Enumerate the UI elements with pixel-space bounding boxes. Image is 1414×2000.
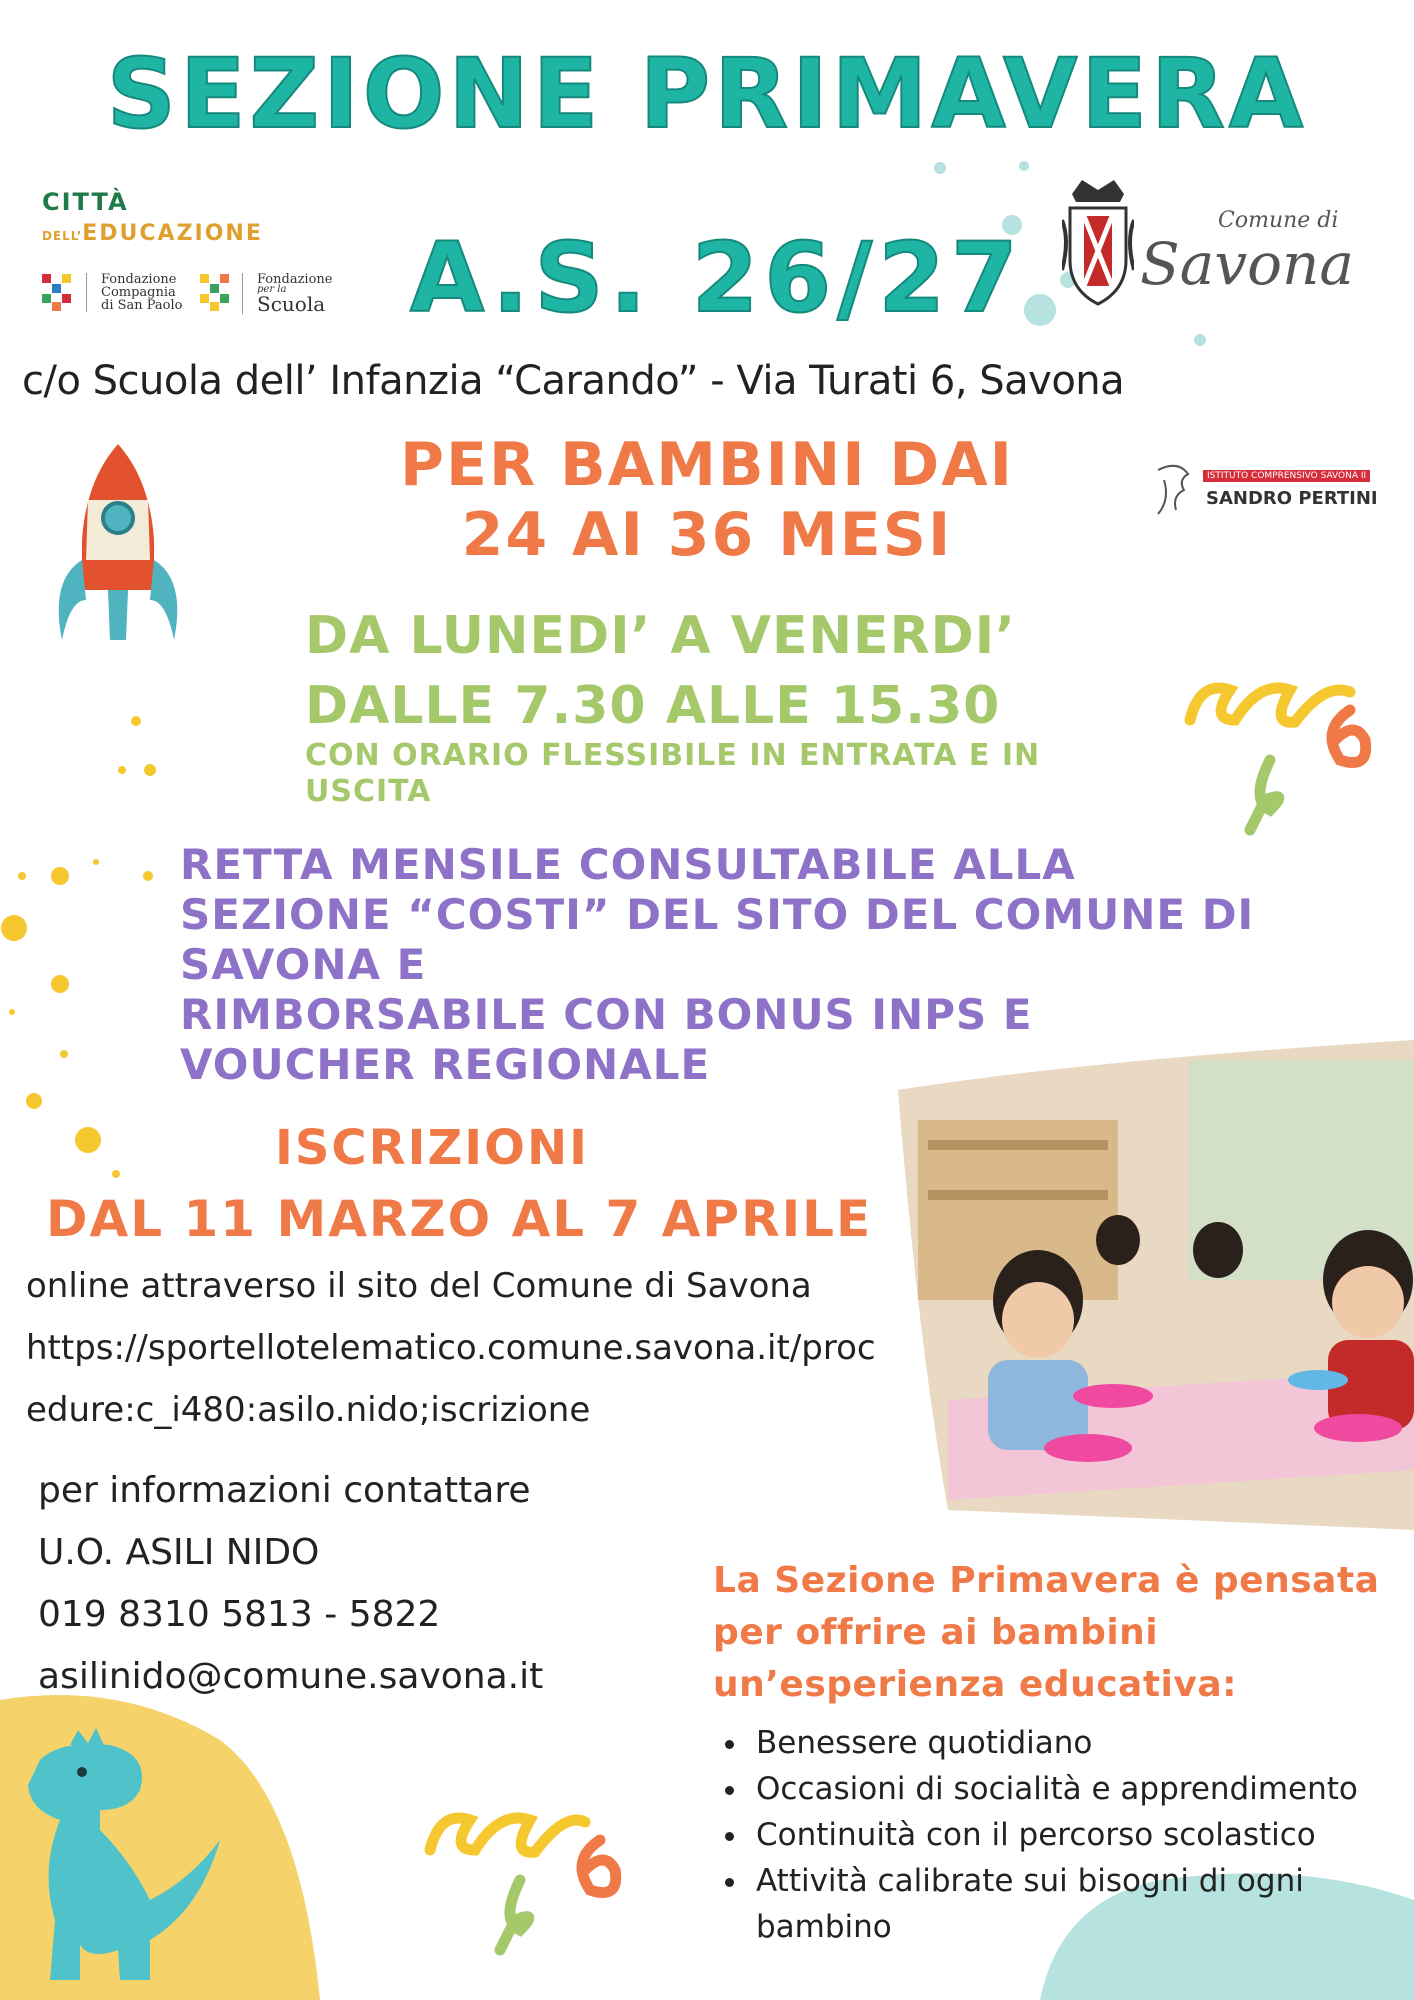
fee-line-2: SEZIONE “COSTI” DEL SITO DEL COMUNE DI bbox=[180, 890, 1255, 939]
enrollment-online bbox=[26, 1255, 886, 1441]
fondazione-compagnia-logo-mark bbox=[42, 274, 72, 312]
fond2-line-c: Scuola bbox=[257, 292, 326, 316]
squiggle bbox=[430, 1818, 585, 1852]
fee-line-4: RIMBORSABILE CON BONUS INPS E bbox=[180, 990, 1033, 1039]
fond1-line-b: Compagnia bbox=[101, 285, 176, 300]
squiggle bbox=[1190, 688, 1350, 722]
children-photo bbox=[888, 1040, 1414, 1530]
fondazione-scuola-logo bbox=[242, 273, 332, 314]
contact-office: U.O. ASILI NIDO bbox=[38, 1532, 320, 1573]
school-year: A.S. 26/27 bbox=[410, 222, 1024, 334]
bubble bbox=[1024, 294, 1056, 326]
fond2-line-a: Fondazione bbox=[257, 272, 333, 287]
fond2-line-b: per la bbox=[257, 284, 287, 295]
citta-educazione-logo bbox=[42, 186, 263, 252]
logo-dell: DELL’ bbox=[42, 229, 83, 243]
logo-line2: EDUCAZIONE bbox=[82, 221, 263, 246]
schedule-flex: CON ORARIO FLESSIBILE IN ENTRATA E IN USCITA bbox=[305, 738, 1041, 809]
corner-blob-yellow bbox=[0, 1695, 320, 2000]
comune-di-label: Comune di bbox=[1218, 208, 1339, 233]
fee-line-1: RETTA MENSILE CONSULTABILE ALLA bbox=[180, 840, 1076, 889]
fond1-line-c: di San Paolo bbox=[101, 298, 183, 313]
fondazione-scuola-logo-mark bbox=[200, 274, 230, 312]
contact-email-link[interactable]: asilinido@comune.savona.it bbox=[38, 1656, 544, 1697]
enrollment-heading: ISCRIZIONI bbox=[275, 1120, 589, 1176]
logo-line1: CITTÀ bbox=[42, 188, 129, 216]
address: c/o Scuola dell’ Infanzia “Carando” - Via Turati 6, Savona bbox=[22, 358, 1125, 404]
fond1-line-a: Fondazione bbox=[101, 272, 177, 287]
ic-tag: ISTITUTO COMPRENSIVO SAVONA II bbox=[1203, 470, 1370, 482]
ic-pertini-logo-icon bbox=[1148, 460, 1198, 518]
list-item: • Occasioni di socialità e apprendimento bbox=[750, 1766, 1414, 1812]
contact-info bbox=[38, 1460, 543, 1708]
age-line-2: 24 AI 36 MESI bbox=[461, 500, 953, 570]
schedule-days: DA LUNEDI’ A VENERDI’ bbox=[305, 606, 1016, 666]
bubble bbox=[934, 162, 946, 174]
enrollment-url-link[interactable]: https://sportellotelematico.comune.savona.it/procedure:c_i480:asilo.nido;iscrizione bbox=[26, 1328, 876, 1430]
squiggle bbox=[1332, 710, 1366, 763]
enrollment-online-text: online attraverso il sito del Comune di Savona bbox=[26, 1266, 812, 1306]
ic-name: SANDRO PERTINI bbox=[1206, 488, 1378, 509]
fondazione-compagnia-logo bbox=[86, 273, 183, 312]
bubble bbox=[1019, 161, 1029, 171]
fee-line-5: VOUCHER REGIONALE bbox=[180, 1040, 711, 1089]
enrollment-dates: DAL 11 MARZO AL 7 APRILE bbox=[46, 1190, 873, 1248]
page-title: SEZIONE PRIMAVERA bbox=[106, 38, 1308, 150]
savona-wordmark: Savona bbox=[1140, 230, 1354, 298]
age-line-1: PER BAMBINI DAI bbox=[400, 430, 1014, 500]
savona-coat-of-arms-icon bbox=[1062, 180, 1134, 308]
list-item: • Attività calibrate sui bisogni di ogni bambino bbox=[750, 1858, 1414, 1950]
fee-line-3: SAVONA E bbox=[180, 940, 427, 989]
list-item: • Continuità con il percorso scolastico bbox=[750, 1812, 1414, 1858]
schedule-hours: DALLE 7.30 ALLE 15.30 bbox=[305, 676, 1001, 736]
squiggle bbox=[582, 1840, 616, 1893]
squiggle bbox=[500, 1880, 529, 1950]
about-text: La Sezione Primavera è pensata per offrire ai bambini un’esperienza educativa: bbox=[713, 1560, 1380, 1705]
confetti-dots bbox=[1, 716, 156, 1178]
about-list bbox=[710, 1720, 1414, 1950]
bubble bbox=[1194, 334, 1206, 346]
squiggle bbox=[1250, 760, 1279, 830]
list-item: • Benessere quotidiano bbox=[750, 1720, 1414, 1766]
contact-intro: per informazioni contattare bbox=[38, 1470, 531, 1511]
contact-phone[interactable]: 019 8310 5813 - 5822 bbox=[38, 1594, 441, 1635]
